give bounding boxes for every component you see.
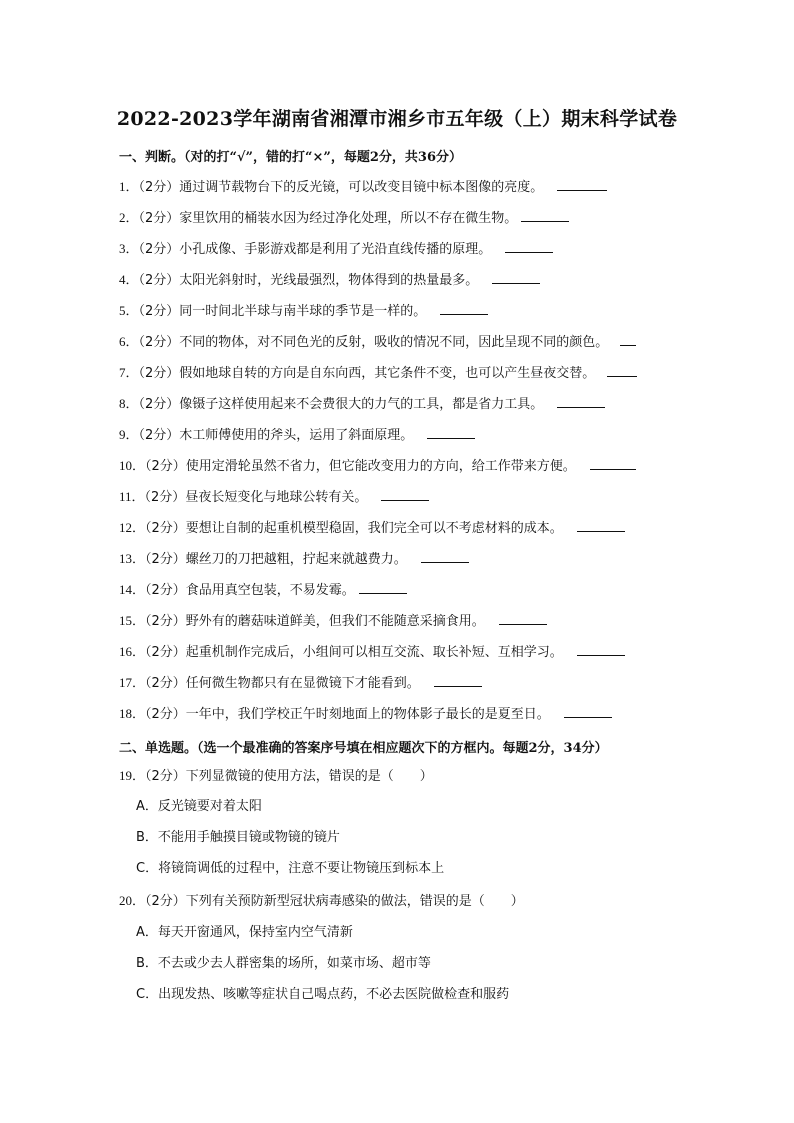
exam-title: 2022-2023学年湖南省湘潭市湘乡市五年级（上）期末科学试卷 (116, 108, 678, 130)
question-11: 11．（2分）昼夜长短变化与地球公转有关。 (119, 487, 429, 507)
question-20-option-b[interactable]: B．不去或少去人群密集的场所，如菜市场、超市等 (136, 956, 431, 971)
answer-blank[interactable] (499, 611, 547, 625)
answer-blank[interactable] (359, 580, 407, 594)
question-17: 17．（2分）任何微生物都只有在显微镜下才能看到。 (119, 673, 482, 693)
question-6: 6．（2分）不同的物体，对不同色光的反射，吸收的情况不同，因此呈现不同的颜色。 (119, 332, 636, 352)
question-4: 4．（2分）太阳光斜射时，光线最强烈，物体得到的热量最多。 (119, 270, 540, 290)
question-19-option-b[interactable]: B．不能用手触摸目镜或物镜的镜片 (136, 830, 340, 845)
question-20-option-c[interactable]: C．出现发热、咳嗽等症状自己喝点药，不必去医院做检查和服药 (136, 987, 510, 1002)
question-20: 20．（2分）下列有关预防新型冠状病毒感染的做法，错误的是（ ） (119, 893, 524, 909)
question-5: 5．（2分）同一时间北半球与南半球的季节是一样的。 (119, 301, 488, 321)
answer-blank[interactable] (557, 394, 605, 408)
question-20-option-a[interactable]: A．每天开窗通风，保持室内空气清新 (136, 925, 353, 940)
answer-blank[interactable] (521, 208, 569, 222)
question-19: 19．（2分）下列显微镜的使用方法，错误的是（ ） (119, 768, 433, 784)
answer-blank[interactable] (427, 425, 475, 439)
question-16: 16．（2分）起重机制作完成后，小组间可以相互交流、取长补短、互相学习。 (119, 642, 625, 662)
answer-blank[interactable] (440, 301, 488, 315)
answer-blank[interactable] (421, 549, 469, 563)
question-2: 2．（2分）家里饮用的桶装水因为经过净化处理，所以不存在微生物。 (119, 208, 569, 228)
answer-blank[interactable] (557, 177, 607, 191)
question-19-option-a[interactable]: A．反光镜要对着太阳 (136, 799, 262, 814)
question-18: 18．（2分）一年中，我们学校正午时刻地面上的物体影子最长的是夏至日。 (119, 704, 612, 724)
question-9: 9．（2分）木工师傅使用的斧头，运用了斜面原理。 (119, 425, 475, 445)
question-7: 7．（2分）假如地球自转的方向是自东向西，其它条件不变，也可以产生昼夜交替。 (119, 363, 637, 383)
question-13: 13．（2分）螺丝刀的刀把越粗，拧起来就越费力。 (119, 549, 469, 569)
question-14: 14．（2分）食品用真空包装，不易发霉。 (119, 580, 407, 600)
question-1: 1．（2分）通过调节载物台下的反光镜，可以改变目镜中标本图像的亮度。 (119, 177, 607, 197)
answer-blank[interactable] (607, 363, 637, 377)
answer-blank[interactable] (564, 704, 612, 718)
question-15: 15．（2分）野外有的蘑菇味道鲜美，但我们不能随意采摘食用。 (119, 611, 547, 631)
question-19-option-c[interactable]: C．将镜筒调低的过程中，注意不要让物镜压到标本上 (136, 861, 445, 876)
answer-blank[interactable] (620, 332, 636, 346)
question-8: 8．（2分）像镊子这样使用起来不会费很大的力气的工具，都是省力工具。 (119, 394, 605, 414)
answer-blank[interactable] (434, 673, 482, 687)
section-heading-choice: 二、单选题。（选一个最准确的答案序号填在相应题次下的方框内。每题2分，34分） (119, 741, 608, 756)
answer-blank[interactable] (590, 456, 636, 470)
question-12: 12．（2分）要想让自制的起重机模型稳固，我们完全可以不考虑材料的成本。 (119, 518, 625, 538)
answer-blank[interactable] (492, 270, 540, 284)
answer-blank[interactable] (577, 518, 625, 532)
answer-blank[interactable] (577, 642, 625, 656)
question-10: 10．（2分）使用定滑轮虽然不省力，但它能改变用力的方向，给工作带来方便。 (119, 456, 636, 476)
section-heading-judgment: 一、判断。（对的打“√”，错的打“×”，每题2分，共36分） (119, 150, 462, 165)
question-3: 3．（2分）小孔成像、手影游戏都是利用了光沿直线传播的原理。 (119, 239, 553, 259)
answer-blank[interactable] (381, 487, 429, 501)
answer-blank[interactable] (505, 239, 553, 253)
